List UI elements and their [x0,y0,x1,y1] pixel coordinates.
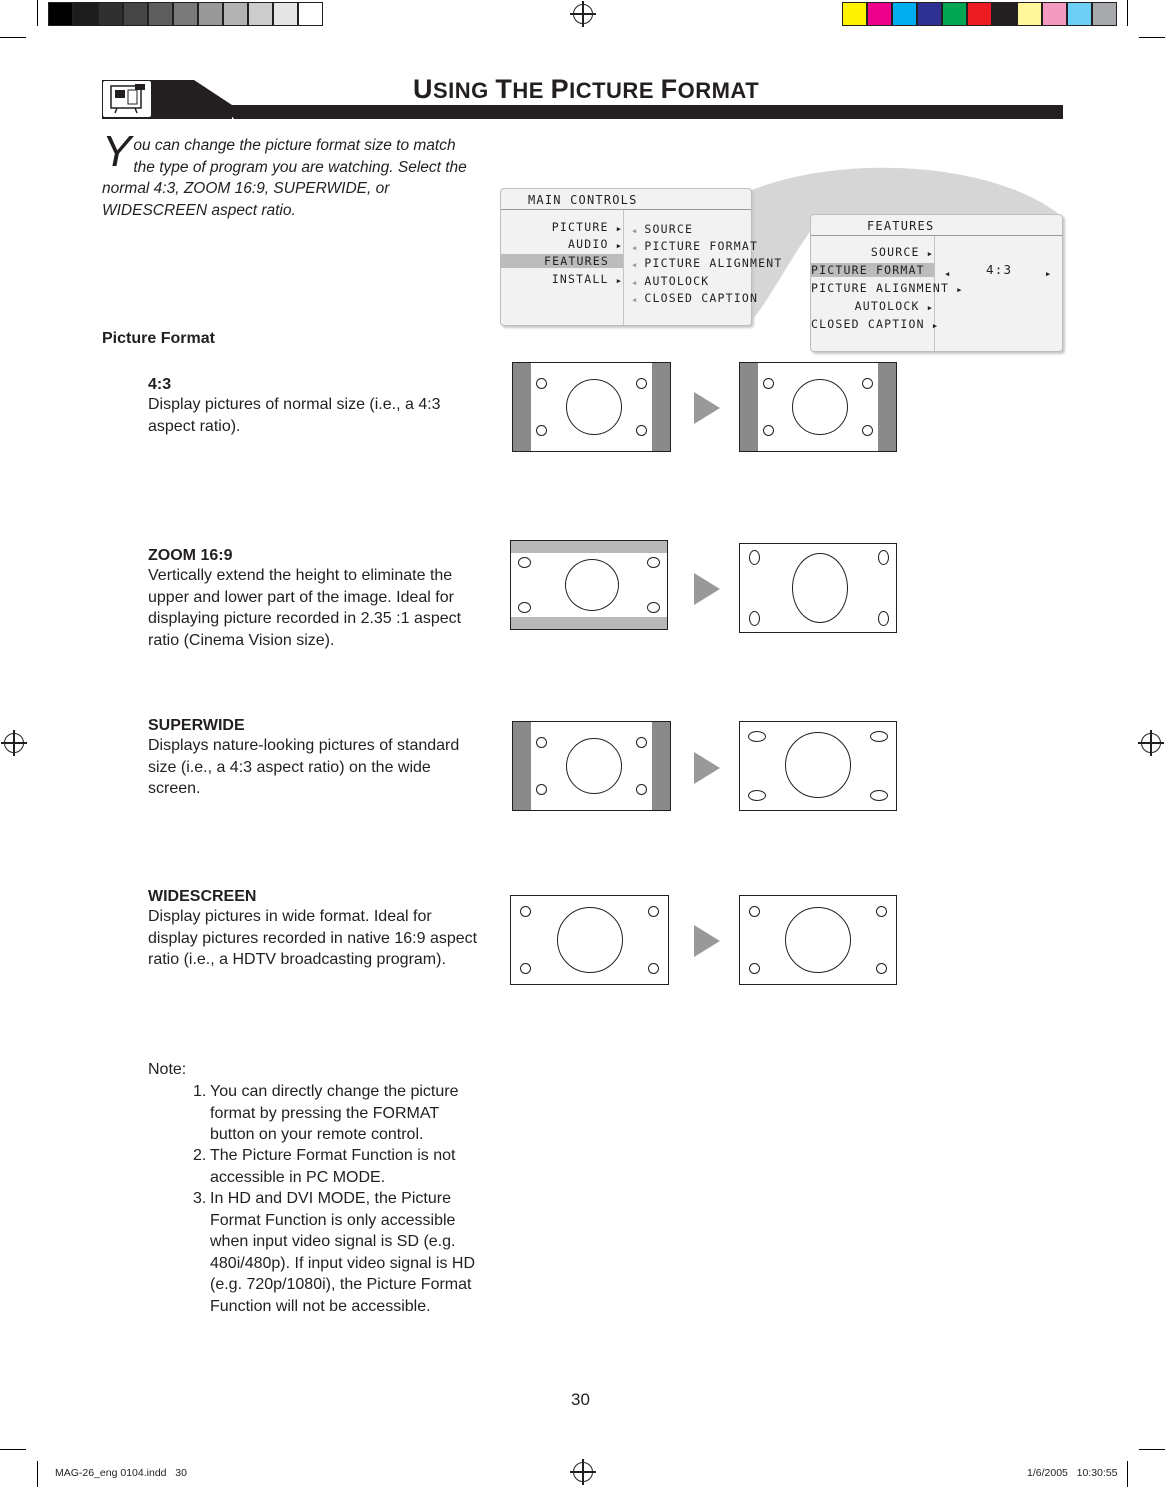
format-block-4-3 [148,376,468,437]
header-rule [102,105,1063,119]
features-item-autolock[interactable]: AUTOLOCK ▶ [854,299,932,313]
picture-format-value: 4:3 [986,262,1013,277]
submenu-item-source[interactable]: ◀ SOURCE [632,222,694,236]
arrow-right-icon: ▶ [616,277,621,285]
tv-remote-icon [102,80,152,118]
arrow-right-icon: ▶ [927,250,932,258]
format-name: WIDESCREEN [148,888,257,905]
format-description: Display pictures of normal size (i.e., a 4:3 aspect ratio). [148,396,441,435]
color-swatch [1042,2,1067,26]
registration-mark-icon [573,4,593,24]
note-number: 2. [193,1147,207,1164]
registration-mark-icon [1141,733,1161,753]
registration-mark-icon [4,733,24,753]
registration-mark-icon [573,1462,593,1482]
screen-zoom-before [510,540,668,630]
menu-item-install[interactable]: INSTALL ▶ [551,272,621,286]
arrow-right-icon [694,925,720,957]
format-description: Displays nature-looking pictures of standard size (i.e., a 4:3 aspect ratio) on the wide screen. [148,737,460,797]
arrow-right-icon: ▶ [616,242,621,250]
format-description: Display pictures in wide format. Ideal for display pictures recorded in native 16:9 aspect ratio (i.e., a HDTV broadcasting program). [148,908,478,968]
section-title: Picture Format [102,330,215,347]
note-label: Note: [148,1061,187,1078]
main-controls-menu [500,188,783,326]
screen-4-3-after [739,362,897,452]
note-text: In HD and DVI MODE, the Picture Format Function is only accessible when input video signal is SD (e.g. 480i/480p). If input video signal is HD (e.g. 720p/1080i), the Picture Format Function will not be accessible. [210,1190,476,1315]
color-swatch [273,2,298,26]
color-swatch [1017,2,1042,26]
note-text: The Picture Format Function is not accessible in PC MODE. [210,1147,456,1186]
main-menu-title: MAIN CONTROLS [528,193,638,207]
arrow-right-icon: ▶ [932,322,938,330]
arrow-right-icon [694,573,720,605]
menu-item-audio[interactable]: AUDIO ▶ [568,237,621,251]
format-name: 4:3 [148,376,172,393]
arrow-right-icon [694,752,720,784]
format-block-widescreen [148,888,478,971]
color-swatch [98,2,123,26]
color-swatch [173,2,198,26]
date-slug: 1/6/2005 10:30:55 [1027,1467,1118,1479]
color-swatch [867,2,892,26]
format-name: SUPERWIDE [148,717,245,734]
screen-superwide-before [512,721,671,811]
screen-superwide-after [739,721,897,811]
intro-paragraph [102,127,474,221]
arrow-right-icon: ▶ [957,286,962,294]
submenu-item-closed-caption[interactable]: ◀ CLOSED CAPTION [632,291,759,305]
file-slug: MAG-26_eng 0104.indd 30 [55,1467,187,1479]
menu-item-picture[interactable]: PICTURE ▶ [551,220,621,234]
color-swatch [1092,2,1117,26]
color-swatch [198,2,223,26]
drop-cap: Y [102,127,132,176]
note-item [193,1145,473,1188]
features-menu-title: FEATURES [867,219,935,233]
submenu-item-autolock[interactable]: ◀ AUTOLOCK [632,274,710,288]
color-swatch [892,2,917,26]
color-swatch [298,2,323,26]
screen-4-3-before [512,362,671,452]
color-swatch [967,2,992,26]
screen-widescreen-before [510,895,669,985]
submenu-item-picture-alignment[interactable]: ◀ PICTURE ALIGNMENT [632,256,783,270]
color-swatch [917,2,942,26]
arrow-right-icon [694,392,720,424]
format-block-superwide [148,717,484,800]
format-description: Vertically extend the height to eliminate the upper and lower part of the image. Ideal for displaying picture recorded in 2.35 :1 aspect ratio (Cinema Vision size). [148,567,462,649]
color-swatch [992,2,1017,26]
menu-item-features[interactable]: FEATURES [501,254,623,268]
note-text: You can directly change the picture format by pressing the FORMAT button on your remote control. [210,1083,459,1143]
color-swatch [148,2,173,26]
note-number: 3. [193,1190,207,1207]
arrow-right-icon: ▶ [616,225,621,233]
features-item-source[interactable]: SOURCE ▶ [870,245,932,259]
color-swatch [248,2,273,26]
color-swatch [73,2,98,26]
color-swatch [942,2,967,26]
submenu-item-picture-format[interactable]: ◀ PICTURE FORMAT [632,239,759,253]
features-menu [810,214,1063,352]
note-item [193,1188,483,1317]
color-swatch [48,2,73,26]
format-name: ZOOM 16:9 [148,547,233,564]
color-swatch [842,2,867,26]
note-item [193,1081,473,1146]
color-swatch [123,2,148,26]
screen-zoom-after [739,543,897,633]
features-item-picture-format[interactable]: PICTURE FORMAT [811,263,934,277]
format-block-zoom [148,547,466,651]
features-item-closed-caption[interactable]: CLOSED CAPTION ▶ [811,317,938,331]
color-swatch [1067,2,1092,26]
color-swatch [223,2,248,26]
intro-text: ou can change the picture format size to match the type of program you are watching. Select the normal 4:3, ZOOM 16:9, SUPERWIDE, or WIDESCREEN aspect ratio. [102,137,467,219]
value-left-arrow-icon[interactable]: ◀ [945,270,950,278]
screen-widescreen-after [739,895,897,985]
arrow-right-icon: ▶ [927,304,932,312]
value-right-arrow-icon[interactable]: ▶ [1046,270,1051,278]
note-number: 1. [193,1083,207,1100]
page-number: 30 [571,1390,590,1409]
page-title: USING THE PICTURE FORMAT [413,74,760,104]
features-item-picture-alignment[interactable]: PICTURE ALIGNMENT ▶ [811,281,962,295]
